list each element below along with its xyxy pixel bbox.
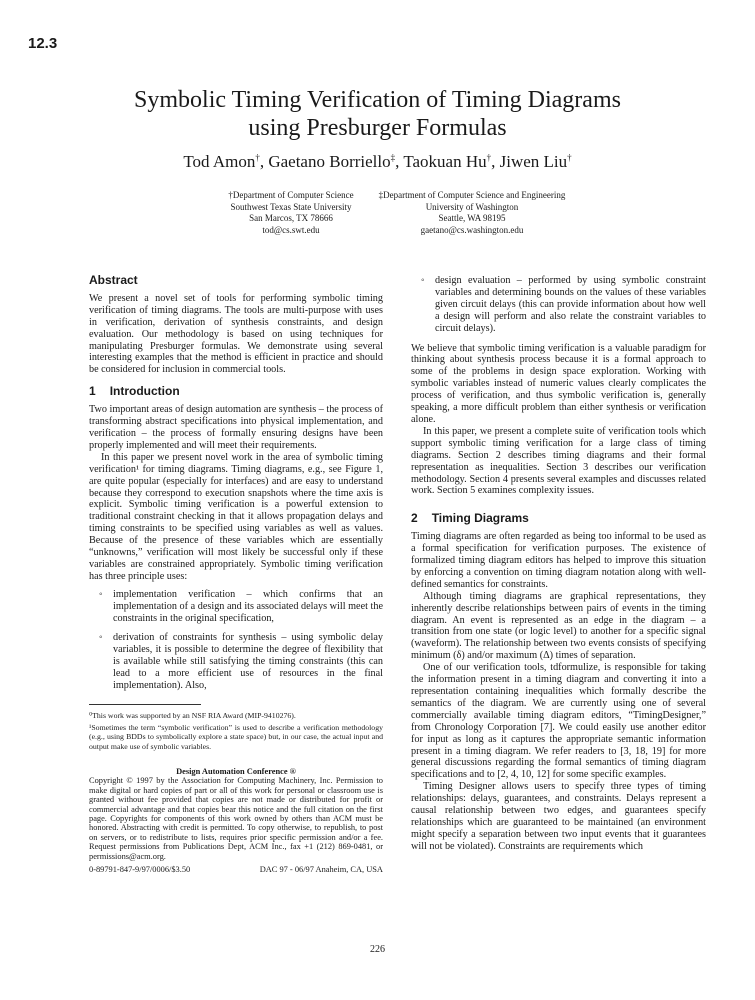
paper-title — [0, 86, 755, 142]
section-title: Introduction — [109, 384, 180, 399]
affiliation-line: Seattle, WA 98195 — [438, 213, 506, 223]
affiliation-line: ‡Department of Computer Science and Engineering — [378, 190, 566, 200]
section-2-paragraph-1: Timing diagrams are often regarded as being too informal to be used as a formal specification for verification purposes. The existence of formalized timing diagram editors has helped to improve this situation by enforcing a convention on timing diagram notation along with well-defined semantics for constraints. — [411, 531, 706, 590]
author-mark: † — [255, 152, 260, 163]
section-2-heading — [411, 513, 706, 525]
conference-heading: Design Automation Conference ® — [176, 767, 296, 776]
abstract-heading: Abstract — [89, 273, 138, 287]
footnote-1: ¹Sometimes the term “symbolic verification” is used to describe a verification methodology (e.g., using BDDs to symbolically explore a state space) but, in our case, the actual input and output make use of symbolic variables. — [89, 722, 383, 751]
right-paragraph-1: We believe that symbolic timing verification is a valuable paradigm for thinking about synthesis process because it is a formal approach to some of the problems in design space exploration. Working with symbolic variables instead of numeric values clearly complicates the process of verification, and thus symbolic verification is, generally speaking, a more difficult problem than either synthesis or verification alone. — [411, 342, 706, 425]
section-2-paragraph-2: Although timing diagrams are graphical representations, they inherently describe relationships between pairs of events in the timing diagram. An event is represented as an edge in the diagram – a transition from one state (or logic level) to another for a specific signal (waveform). The relationship between two events consists of specifying minimum (δ) and/or maximum (Δ) times of separation. — [411, 590, 706, 662]
author-list: Tod Amon†, Gaetano Borriello‡, Taokuan Hu†, Jiwen Liu† — [183, 152, 572, 171]
list-item: ◦ derivation of constraints for synthesis – using symbolic delay variables, it is possible to determine the degree of flexibility that is available while still satisfying the timing constraints (this can lead to a more efficient use of resources in the final implementation). Also, — [113, 632, 383, 692]
affiliation-line: University of Washington — [425, 201, 519, 212]
affiliation-1 — [212, 190, 370, 236]
author-mark: † — [486, 152, 492, 163]
author-mark: ‡ — [390, 152, 396, 163]
section-2-paragraph-4: Timing Designer allows users to specify three types of timing relationships: delays, guarantees, and constraints. Delays represent a causal relationship between two edges, and guarantees specify relationships which are guaranteed to be maintained (an environment might specify a separation between two input events that it guarantees will not be violated). Constraints are requirements which — [411, 781, 706, 852]
conference-info: DAC 97 - 06/97 Anaheim, CA, USA — [259, 865, 383, 875]
intro-paragraph-1: Two important areas of design automation are synthesis – the process of transforming abstract specifications into physical implementation, and verification – the process of formally ensuring designs have been properly implemented and will meet their requirements. — [89, 404, 383, 451]
right-column — [411, 275, 706, 853]
copyright-notice: Copyright © 1997 by the Association for Computing Machinery, Inc. Permission to make digital or hard copies of part or all of this work for personal or classroom use is granted without fee provided that copies are not made or distributed for profit or commercial advantage and that copies bear this notice and the full citation on the first page. Copyrights for components of this work owned by others than ACM must be honored. Abstracting with credit is permitted. To copy otherwise, to republish, to post on servers, or to redistribute to lists, requires prior specific permission and/or a fee. Request permissions from Publications Dept, ACM Inc., fax +1 (212) 869-0481, or permissions@acm.org. — [89, 776, 383, 861]
footnote-rule — [89, 704, 201, 705]
section-number: 1 — [89, 384, 96, 399]
section-2-paragraph-3: One of our verification tools, tdformulize, is responsible for taking the information present in a timing diagram and converting it into a representation containing inequalities which formally describe the semantics of the diagram. We are currently using one of several commercially available timing diagram editors, “TimingDesigner,” from Chronology Corporation [7]. We could easily use another editor for input as long as it captures the appropriate semantic information present in a timing diagram. We refer readers to [3, 18, 19] for more general discussions regarding the formal semantics of timing diagram specifications and to [2, 4, 10, 12] for some specific examples. — [411, 662, 706, 781]
section-title: Timing Diagrams — [431, 511, 529, 526]
title-line-1: Symbolic Timing Verification of Timing Diagrams — [134, 87, 621, 113]
list-item: ◦ implementation verification – which confirms that an implementation of a design and its associated delays will meet the constraints in the original specification, — [113, 589, 383, 625]
author-name: Taokuan Hu — [403, 152, 487, 171]
list-item: ◦ design evaluation – performed by using symbolic constraint variables and determining bounds on the values of these variables given circuit delays (this can provide information about how well a design will perform and also relate the constraint variables to circuit delays). — [435, 275, 706, 335]
abstract-text: We present a novel set of tools for performing symbolic timing verification of timing diagrams. The tools are multi-purpose with uses in verification, derivation of synthesis constraints, and design evaluation. Our methodology is based on using techniques for manipulating Presburger formulas. We demonstrate using several interesting examples that the method is efficient in practice and should be considered for inclusion in commercial tools. — [89, 292, 383, 376]
session-number: 12.3 — [28, 35, 58, 52]
author-name: Jiwen Liu — [499, 152, 568, 171]
affiliation-line: San Marcos, TX 78666 — [249, 213, 333, 223]
left-column — [89, 275, 383, 874]
conference-footer — [89, 865, 383, 874]
isbn: 0-89791-847-9/97/0006/$3.50 — [89, 865, 191, 875]
author-name: Tod Amon — [183, 152, 256, 171]
affiliation-line: Southwest Texas State University — [230, 201, 352, 212]
affiliation-2 — [372, 190, 572, 236]
section-1-heading — [89, 386, 383, 398]
affiliation-email: tod@cs.swt.edu — [262, 224, 320, 235]
author-mark: † — [567, 152, 572, 163]
right-paragraph-2: In this paper, we present a complete suite of verification tools which support symbolic timing verification for a large class of timing diagrams. Section 2 describes timing diagrams and their formal representation as inequalities. Section 3 describes our verification methodology. Section 4 presents several examples and discusses related work. Section 5 examines complexity issues. — [411, 425, 706, 497]
title-line-2: using Presburger Formulas — [248, 115, 507, 141]
footnote-0: ⁰This work was supported by an NSF RIA Award (MIP-9410276). — [89, 711, 296, 720]
affiliation-email: gaetano@cs.washington.edu — [420, 224, 524, 235]
intro-paragraph-2: In this paper we present novel work in the area of symbolic timing verification¹ for timing diagrams. Timing diagrams, e.g., see Figure 1, are quite popular (especially for interfaces) and are easy to understand because they correspond to execution snapshots where the time axis is explicit. Symbolic timing verification is a powerful extension to traditional constraint checking in that it allows propagation delays and timing constraints to be specified using variables as well as values. Because of the presence of these variables which are essentially “unknowns,” verification will most likely be successful only if these variables are constrained appropriately. Symbolic timing verification has three principle uses: — [89, 451, 383, 582]
author-name: Gaetano Borriello — [268, 152, 391, 171]
section-number: 2 — [411, 511, 418, 526]
affiliation-line: †Department of Computer Science — [228, 190, 354, 200]
uses-list — [89, 589, 383, 692]
copyright-block — [89, 767, 383, 874]
uses-list-continued — [411, 275, 706, 335]
page-number: 226 — [370, 944, 385, 955]
